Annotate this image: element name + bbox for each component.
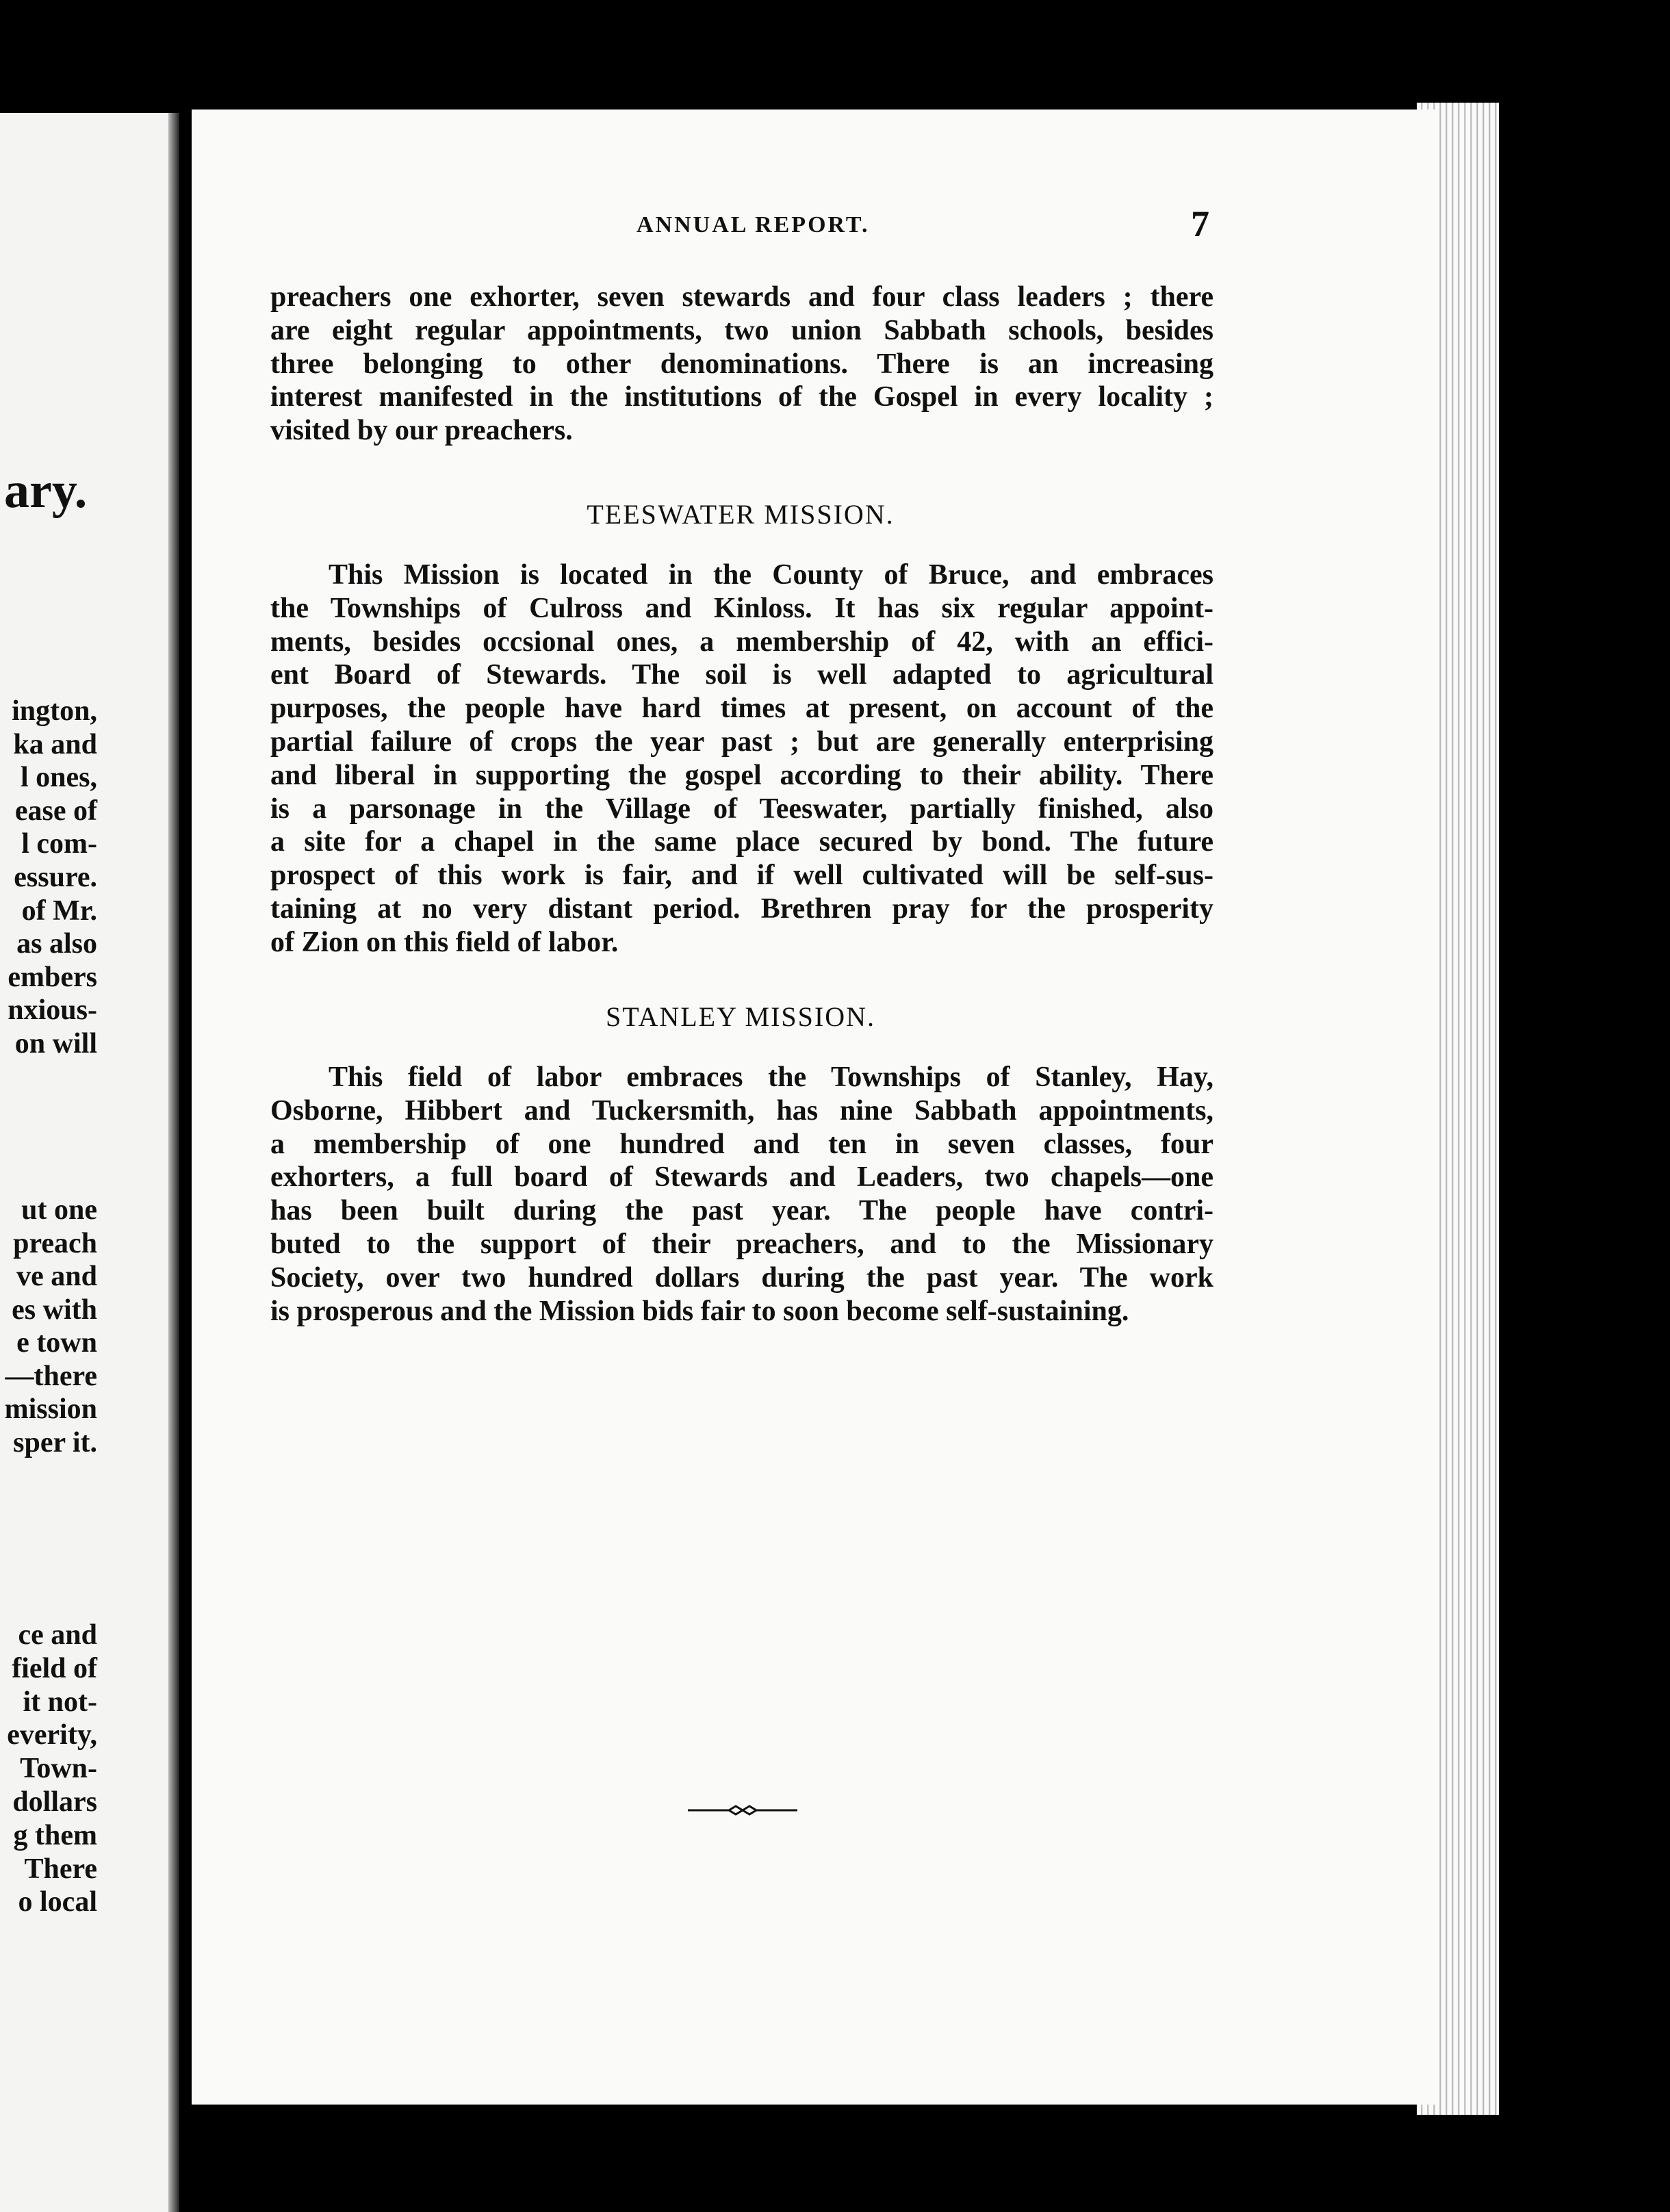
left-text-line: on will (14, 1027, 97, 1059)
left-text-line: field of (12, 1652, 97, 1684)
left-text-line: es with (12, 1294, 97, 1326)
left-text-line: —there (5, 1360, 97, 1392)
page-number: 7 (1191, 203, 1209, 244)
text-line: This field of labor embraces the Townships of Stanley, Hay, (329, 1062, 1213, 1093)
left-text-line: l com- (21, 828, 97, 860)
text-line: purposes, the people have hard times at present, on account of the (270, 693, 1213, 725)
left-page-text-top (0, 695, 97, 1460)
left-text-line: of Mr. (21, 895, 97, 927)
left-text-line: it not- (23, 1686, 97, 1718)
main-page (192, 110, 1437, 2105)
text-line: is a parsonage in the Village of Teeswater, partially finished, also (270, 793, 1213, 825)
left-text-line: ve and (16, 1261, 97, 1293)
left-text-line: ce and (18, 1619, 97, 1651)
left-text-line: Town- (20, 1753, 97, 1785)
left-text-line (0, 1061, 97, 1094)
text-line: This Mission is located in the County of Bruce, and embraces (329, 559, 1213, 591)
text-line: the Townships of Culross and Kinloss. It has six regular appoint- (270, 592, 1213, 624)
text-line: taining at no very distant period. Brethren pray for the prosperity (270, 892, 1213, 925)
text-line: of Zion on this field of labor. (270, 926, 619, 958)
running-title: ANNUAL REPORT. (637, 212, 870, 237)
text-line: buted to the support of their preachers, and to the Missionary (270, 1228, 1213, 1260)
left-page-text-bottom (0, 1619, 97, 1919)
intro-paragraph (270, 281, 1213, 448)
left-text-line: ease of (14, 795, 97, 827)
text-line: has been built during the past year. The people have contri- (270, 1195, 1213, 1227)
left-text-line: essure. (14, 861, 97, 893)
text-line: partial failure of crops the year past ; but are generally enterprising (270, 725, 1213, 758)
left-text-line: dollars (12, 1786, 97, 1818)
text-line: a site for a chapel in the same place secured by bond. The future (270, 826, 1213, 858)
left-text-line: o local (18, 1886, 97, 1918)
left-text-line (0, 1127, 97, 1161)
text-line: ent Board of Stewards. The soil is well adapted to agricultural (270, 659, 1213, 691)
text-line: are eight regular appointments, two union Sabbath schools, besides (270, 314, 1213, 346)
text-line: preachers one exhorter, seven stewards and four class leaders ; there (270, 281, 1213, 313)
ornamental-rule-icon (688, 1803, 797, 1817)
left-text-line: There (24, 1853, 97, 1885)
text-line: visited by our preachers. (270, 415, 573, 447)
stanley-paragraph (270, 1061, 1213, 1328)
text-line: a membership of one hundred and ten in seven classes, four (270, 1128, 1213, 1160)
left-text-line: as also (16, 928, 97, 960)
left-text-line: e town (16, 1327, 97, 1359)
left-text-line (0, 1160, 97, 1194)
left-text-line: mission (4, 1393, 97, 1426)
left-text-line: embers (8, 961, 97, 993)
left-text-line: nxious- (8, 994, 97, 1027)
text-line: is prosperous and the Mission bids fair to soon become self-sustaining. (270, 1295, 1129, 1327)
text-line: and liberal in supporting the gospel according to their ability. There (270, 759, 1213, 791)
left-facing-page (0, 113, 179, 2212)
gutter-shadow (168, 113, 179, 2212)
left-text-line: g them (13, 1819, 97, 1851)
left-text-line: l ones, (20, 762, 97, 794)
teeswater-paragraph (270, 558, 1213, 960)
text-line: interest manifested in the institutions of the Gospel in every locality ; (270, 381, 1213, 413)
text-line: Osborne, Hibbert and Tuckersmith, has nine Sabbath appointments, (270, 1094, 1213, 1127)
stanley-heading: STANLEY MISSION. (606, 1001, 875, 1032)
running-head (192, 203, 1437, 253)
left-text-line: ut one (21, 1194, 97, 1226)
left-text-line (0, 1094, 97, 1127)
left-text-line: everity, (7, 1719, 97, 1751)
left-page-heading: ary. (4, 463, 88, 519)
left-text-line: sper it. (13, 1427, 97, 1459)
text-line: Society, over two hundred dollars during the past year. The work (270, 1261, 1213, 1294)
text-line: three belonging to other denominations. There is an increasing (270, 348, 1213, 380)
text-line: ments, besides occsional ones, a membership of 42, with an effici- (270, 626, 1213, 658)
text-line: prospect of this work is fair, and if well cultivated will be self-sus- (270, 860, 1213, 892)
left-text-line: ka and (13, 728, 97, 760)
left-text-line: ington, (12, 695, 97, 727)
text-line: exhorters, a full board of Stewards and Leaders, two chapels—one (270, 1161, 1213, 1194)
left-text-line: preach (13, 1227, 97, 1259)
teeswater-heading: TEESWATER MISSION. (587, 499, 895, 530)
